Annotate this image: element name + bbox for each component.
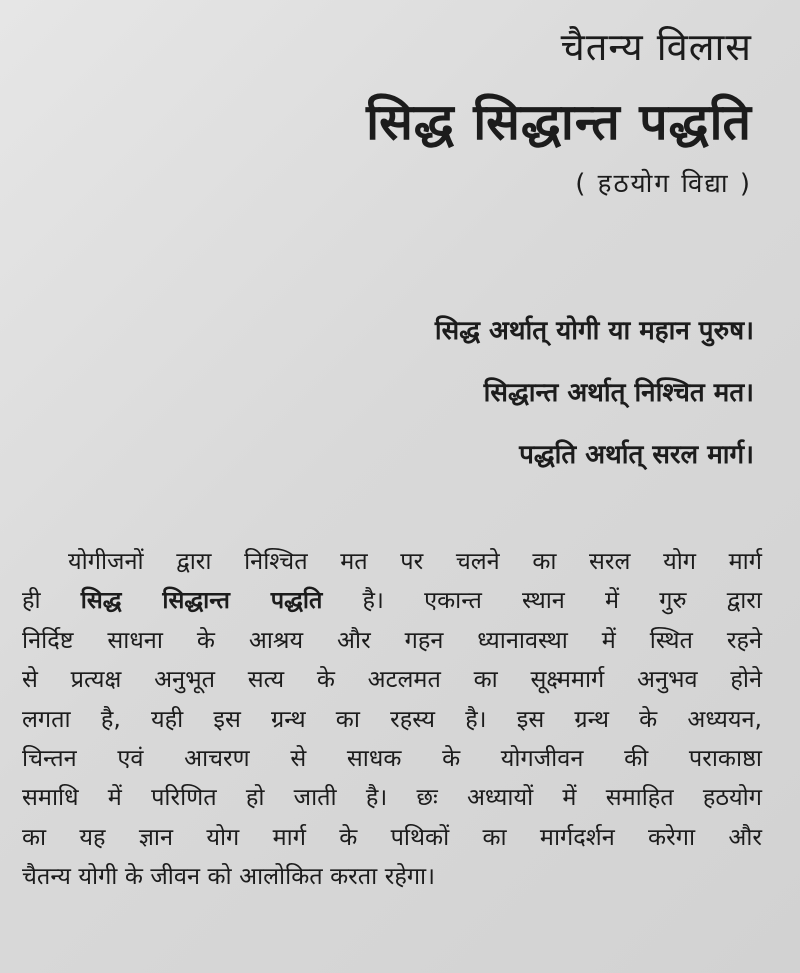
paragraph-text: है। एकान्त स्थान में गुरु द्वारा bbox=[322, 586, 763, 615]
paragraph-line bbox=[22, 581, 762, 620]
paragraph-text: ही bbox=[22, 586, 81, 615]
paragraph-line: से प्रत्यक्ष अनुभूत सत्य के अटलमत का सूक्ष्ममार्ग अनुभव होने bbox=[22, 665, 762, 694]
paragraph-line: लगता है, यही इस ग्रन्थ का रहस्य है। इस ग्रन्थ के अध्ययन, bbox=[22, 704, 762, 733]
paragraph-line: समाधि में परिणित हो जाती है। छः अध्यायों में समाहित हठयोग bbox=[22, 783, 762, 812]
subtitle: ( हठयोग विद्या ) bbox=[575, 169, 752, 199]
definition-paddhati: पद्धति अर्थात् सरल मार्ग। bbox=[519, 440, 754, 470]
series-title: चैतन्य विलास bbox=[560, 25, 752, 69]
paragraph-line: निर्दिष्ट साधना के आश्रय और गहन ध्यानावस्था में स्थित रहने bbox=[22, 625, 762, 654]
description-paragraph bbox=[22, 542, 762, 897]
paragraph-line: का यह ज्ञान योग मार्ग के पथिकों का मार्गदर्शन करेगा और bbox=[22, 822, 762, 851]
definitions-list bbox=[435, 300, 754, 486]
paragraph-line: योगीजनों द्वारा निश्चित मत पर चलने का सरल योग मार्ग bbox=[68, 547, 762, 575]
paragraph-line: चैतन्य योगी के जीवन को आलोकित करता रहेगा। bbox=[22, 862, 436, 891]
paragraph-line: चिन्तन एवं आचरण से साधक के योगजीवन की पराकाष्ठा bbox=[22, 744, 762, 773]
definition-siddha: सिद्ध अर्थात् योगी या महान पुरुष। bbox=[434, 316, 754, 346]
title-block bbox=[366, 18, 752, 204]
definition-siddhant: सिद्धान्त अर्थात् निश्चित मत। bbox=[483, 378, 754, 408]
book-title: सिद्ध सिद्धान्त पद्धति bbox=[366, 93, 752, 151]
emphasized-book-title: सिद्ध सिद्धान्त पद्धति bbox=[80, 586, 323, 615]
